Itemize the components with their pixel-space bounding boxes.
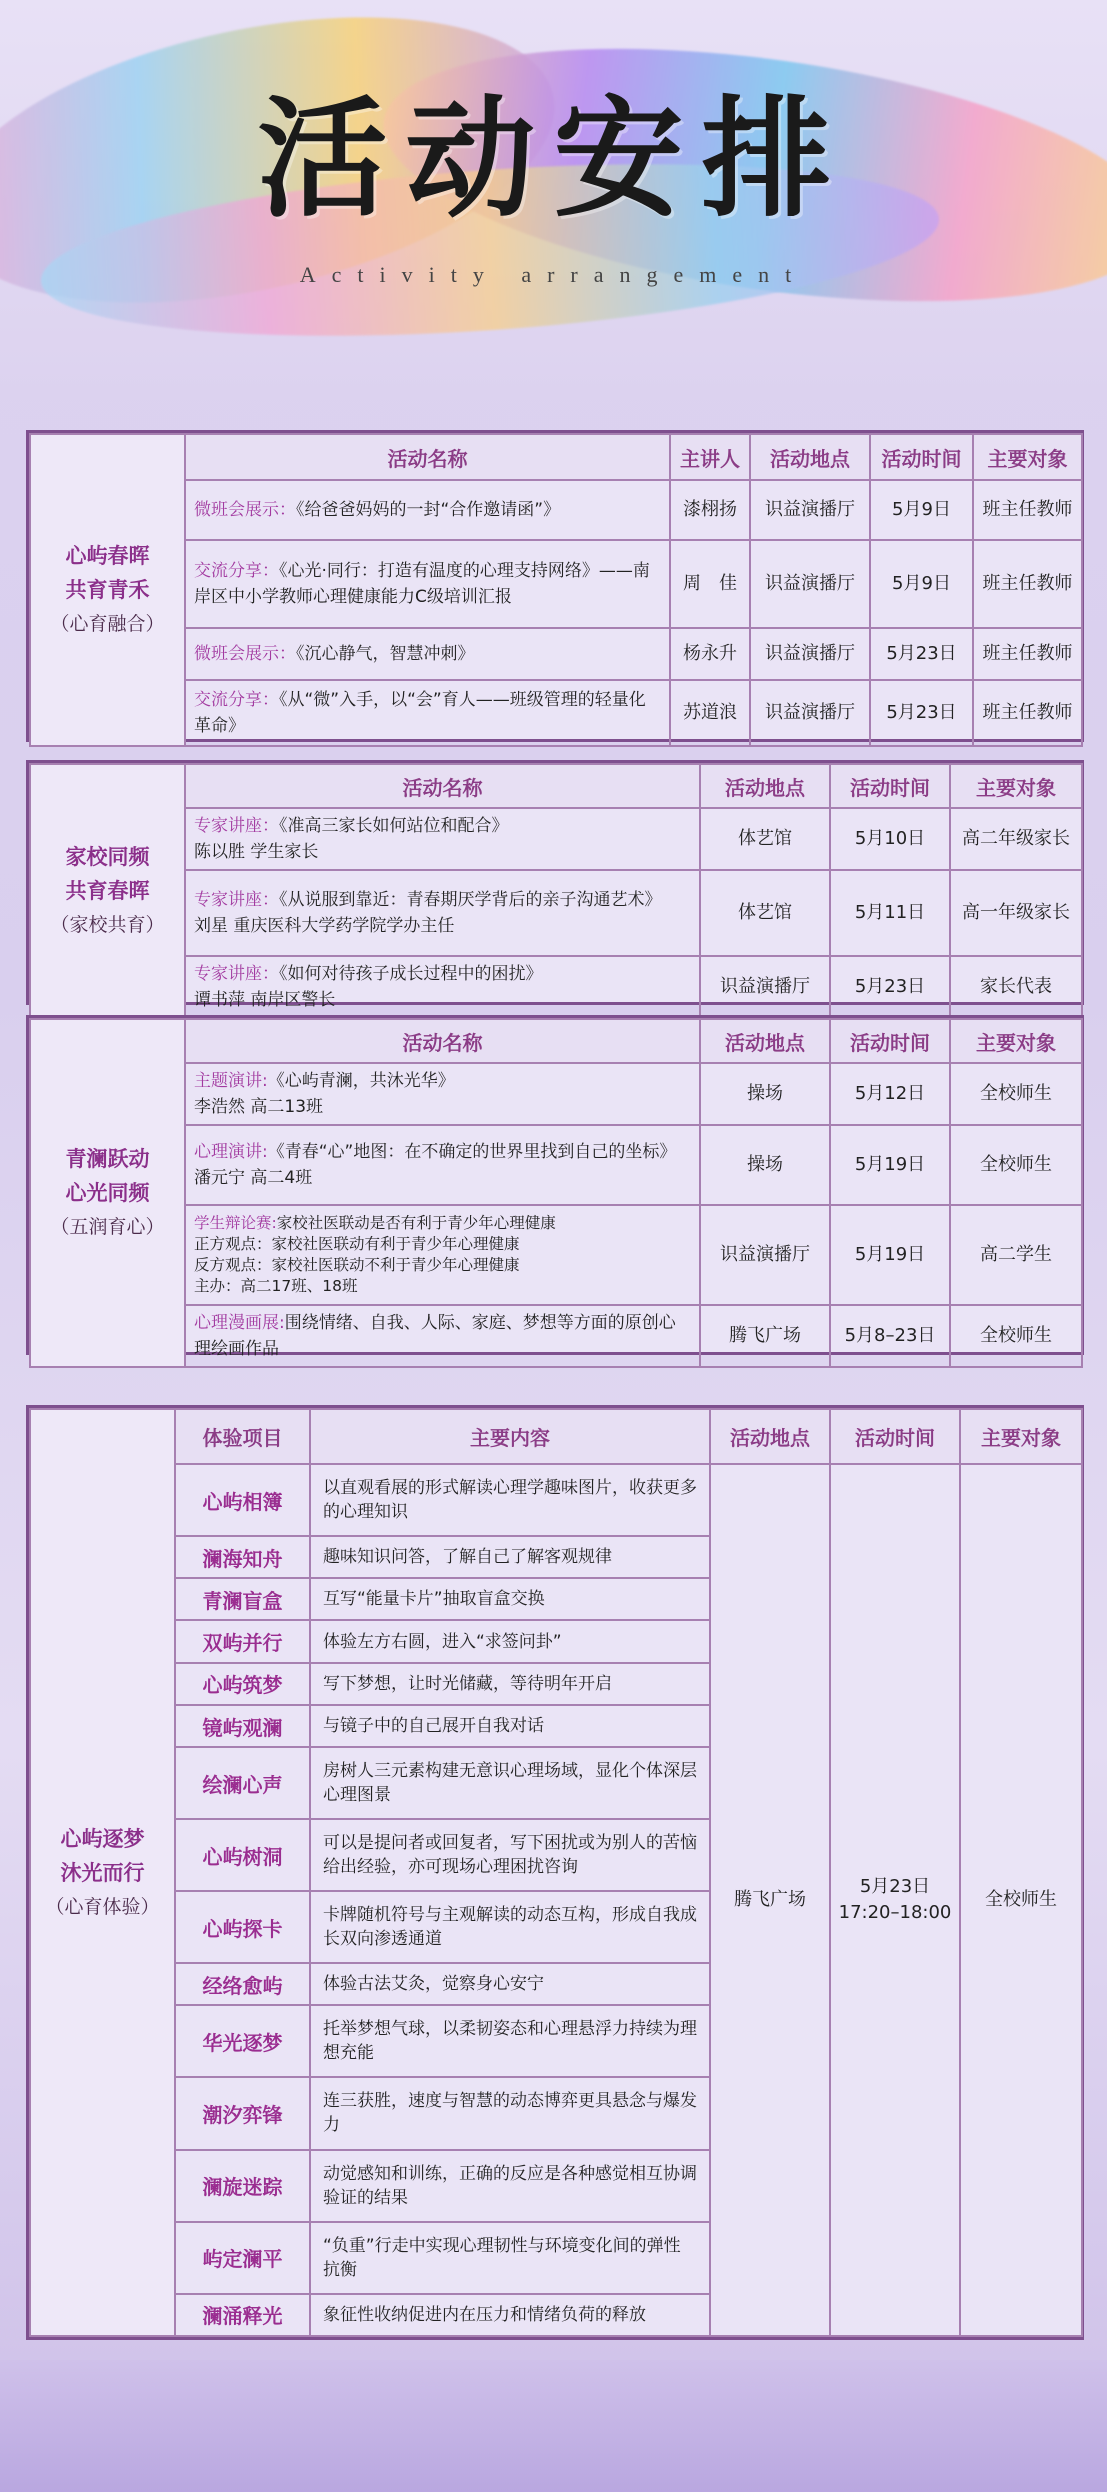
group-label: 家校同频 共育春晖 （家校共育） bbox=[30, 764, 185, 1018]
column-header: 活动时间 bbox=[830, 1409, 960, 1464]
column-header: 活动时间 bbox=[830, 1019, 950, 1063]
group-label: 青澜跃动 心光同频 （五润育心） bbox=[30, 1019, 185, 1367]
table-row: 经络愈屿 体验古法艾灸，觉察身心安宁 bbox=[30, 1963, 1082, 2005]
table-row: 心理演讲:《青春“心”地图：在不确定的世界里找到自己的坐标》 潘元宁 高二4班 操场 5月19日 全校师生 bbox=[30, 1125, 1082, 1205]
column-header: 活动地点 bbox=[700, 1019, 830, 1063]
shared-target: 全校师生 bbox=[960, 1464, 1082, 2336]
table-row: 心屿筑梦 写下梦想，让时光储藏，等待明年开启 bbox=[30, 1663, 1082, 1705]
footer-band bbox=[0, 2360, 1107, 2492]
column-header: 活动地点 bbox=[700, 764, 830, 808]
group-label: 心屿逐梦 沐光而行 （心育体验） bbox=[30, 1409, 175, 2336]
activity-table-five-nurture bbox=[26, 1015, 1084, 1359]
page-title: 活动安排 bbox=[257, 82, 850, 235]
column-header: 活动地点 bbox=[710, 1409, 830, 1464]
page-subtitle: Activity arrangement bbox=[299, 262, 808, 287]
table-row: 心屿探卡 卡牌随机符号与主观解读的动态互构，形成自我成长双向渗透通道 bbox=[30, 1891, 1082, 1963]
column-header: 主讲人 bbox=[670, 434, 750, 480]
activity-table-heart-fusion bbox=[26, 430, 1084, 742]
table-row: 心屿树洞 可以是提问者或回复者，写下困扰或为别人的苦恼给出经验，亦可现场心理困扰咨询 bbox=[30, 1819, 1082, 1891]
table-row: 华光逐梦 托举梦想气球，以柔韧姿态和心理悬浮力持续为理想充能 bbox=[30, 2005, 1082, 2077]
column-header: 活动时间 bbox=[830, 764, 950, 808]
column-header: 主要对象 bbox=[973, 434, 1082, 480]
table-row: 屿定澜平 “负重”行走中实现心理韧性与环境变化间的弹性抗衡 bbox=[30, 2222, 1082, 2294]
column-header: 主要对象 bbox=[950, 1019, 1082, 1063]
header-banner bbox=[0, 0, 1107, 400]
table-row: 心理漫画展:围绕情绪、自我、人际、家庭、梦想等方面的原创心理绘画作品 腾飞广场 5月8–23日 全校师生 bbox=[30, 1305, 1082, 1367]
table-row: 心屿相簿 以直观看展的形式解读心理学趣味图片，收获更多的心理知识 腾飞广场 5月23日 17:20–18:00 全校师生 bbox=[30, 1464, 1082, 1536]
table-row: 主题演讲:《心屿青澜，共沐光华》 李浩然 高二13班 操场 5月12日 全校师生 bbox=[30, 1063, 1082, 1125]
group-label: 心屿春晖 共育青禾 （心育融合） bbox=[30, 434, 185, 746]
table-row: 澜涌释光 象征性收纳促进内在压力和情绪负荷的释放 bbox=[30, 2294, 1082, 2336]
column-header: 活动名称 bbox=[185, 1019, 700, 1063]
column-header: 活动名称 bbox=[185, 434, 670, 480]
table-row: 潮汐弈锋 连三获胜，速度与智慧的动态博弈更具悬念与爆发力 bbox=[30, 2077, 1082, 2149]
column-header: 活动时间 bbox=[870, 434, 973, 480]
column-header: 主要对象 bbox=[950, 764, 1082, 808]
table-row: 双屿并行 体验左方右圆，进入“求签问卦” bbox=[30, 1620, 1082, 1662]
activity-table-experience bbox=[26, 1405, 1084, 2340]
table-row: 青澜盲盒 互写“能量卡片”抽取盲盒交换 bbox=[30, 1578, 1082, 1620]
table-row: 澜海知舟 趣味知识问答，了解自己了解客观规律 bbox=[30, 1536, 1082, 1578]
shared-time: 5月23日 17:20–18:00 bbox=[830, 1464, 960, 2336]
table-row: 交流分享：《从“微”入手，以“会”育人——班级管理的轻量化革命》 苏道浪 识益演播厅 5月23日 班主任教师 bbox=[30, 680, 1082, 746]
table-row: 专家讲座：《从说服到靠近：青春期厌学背后的亲子沟通艺术》 刘星 重庆医科大学药学院学办主任 体艺馆 5月11日 高一年级家长 bbox=[30, 870, 1082, 956]
column-header: 活动名称 bbox=[185, 764, 700, 808]
table-row: 微班会展示：《沉心静气，智慧冲刺》 杨永升 识益演播厅 5月23日 班主任教师 bbox=[30, 628, 1082, 680]
table-row: 专家讲座：《准高三家长如何站位和配合》 陈以胜 学生家长 体艺馆 5月10日 高二年级家长 bbox=[30, 808, 1082, 870]
column-header: 体验项目 bbox=[175, 1409, 310, 1464]
table-row: 镜屿观澜 与镜子中的自己展开自我对话 bbox=[30, 1705, 1082, 1747]
column-header: 主要对象 bbox=[960, 1409, 1082, 1464]
activity-table-home-school bbox=[26, 760, 1084, 1010]
table-row: 专家讲座：《如何对待孩子成长过程中的困扰》 谭书萍 南岸区警长 识益演播厅 5月23日 家长代表 bbox=[30, 956, 1082, 1018]
table-row: 绘澜心声 房树人三元素构建无意识心理场域，显化个体深层心理图景 bbox=[30, 1747, 1082, 1819]
shared-place: 腾飞广场 bbox=[710, 1464, 830, 2336]
table-row: 交流分享：《心光·同行：打造有温度的心理支持网络》——南岸区中小学教师心理健康能力C级培训汇报 周 佳 识益演播厅 5月9日 班主任教师 bbox=[30, 540, 1082, 628]
table-row: 学生辩论赛:家校社医联动是否有利于青少年心理健康 正方观点：家校社医联动有利于青少年心理健康 反方观点：家校社医联动不利于青少年心理健康 主办：高二17班、18班 识益演播厅 5月19日 高二学生 bbox=[30, 1205, 1082, 1305]
column-header: 主要内容 bbox=[310, 1409, 710, 1464]
column-header: 活动地点 bbox=[750, 434, 870, 480]
table-row: 澜旋迷踪 动觉感知和训练，正确的反应是各种感觉相互协调验证的结果 bbox=[30, 2150, 1082, 2222]
table-row: 微班会展示：《给爸爸妈妈的一封“合作邀请函”》 漆栩扬 识益演播厅 5月9日 班主任教师 bbox=[30, 480, 1082, 540]
